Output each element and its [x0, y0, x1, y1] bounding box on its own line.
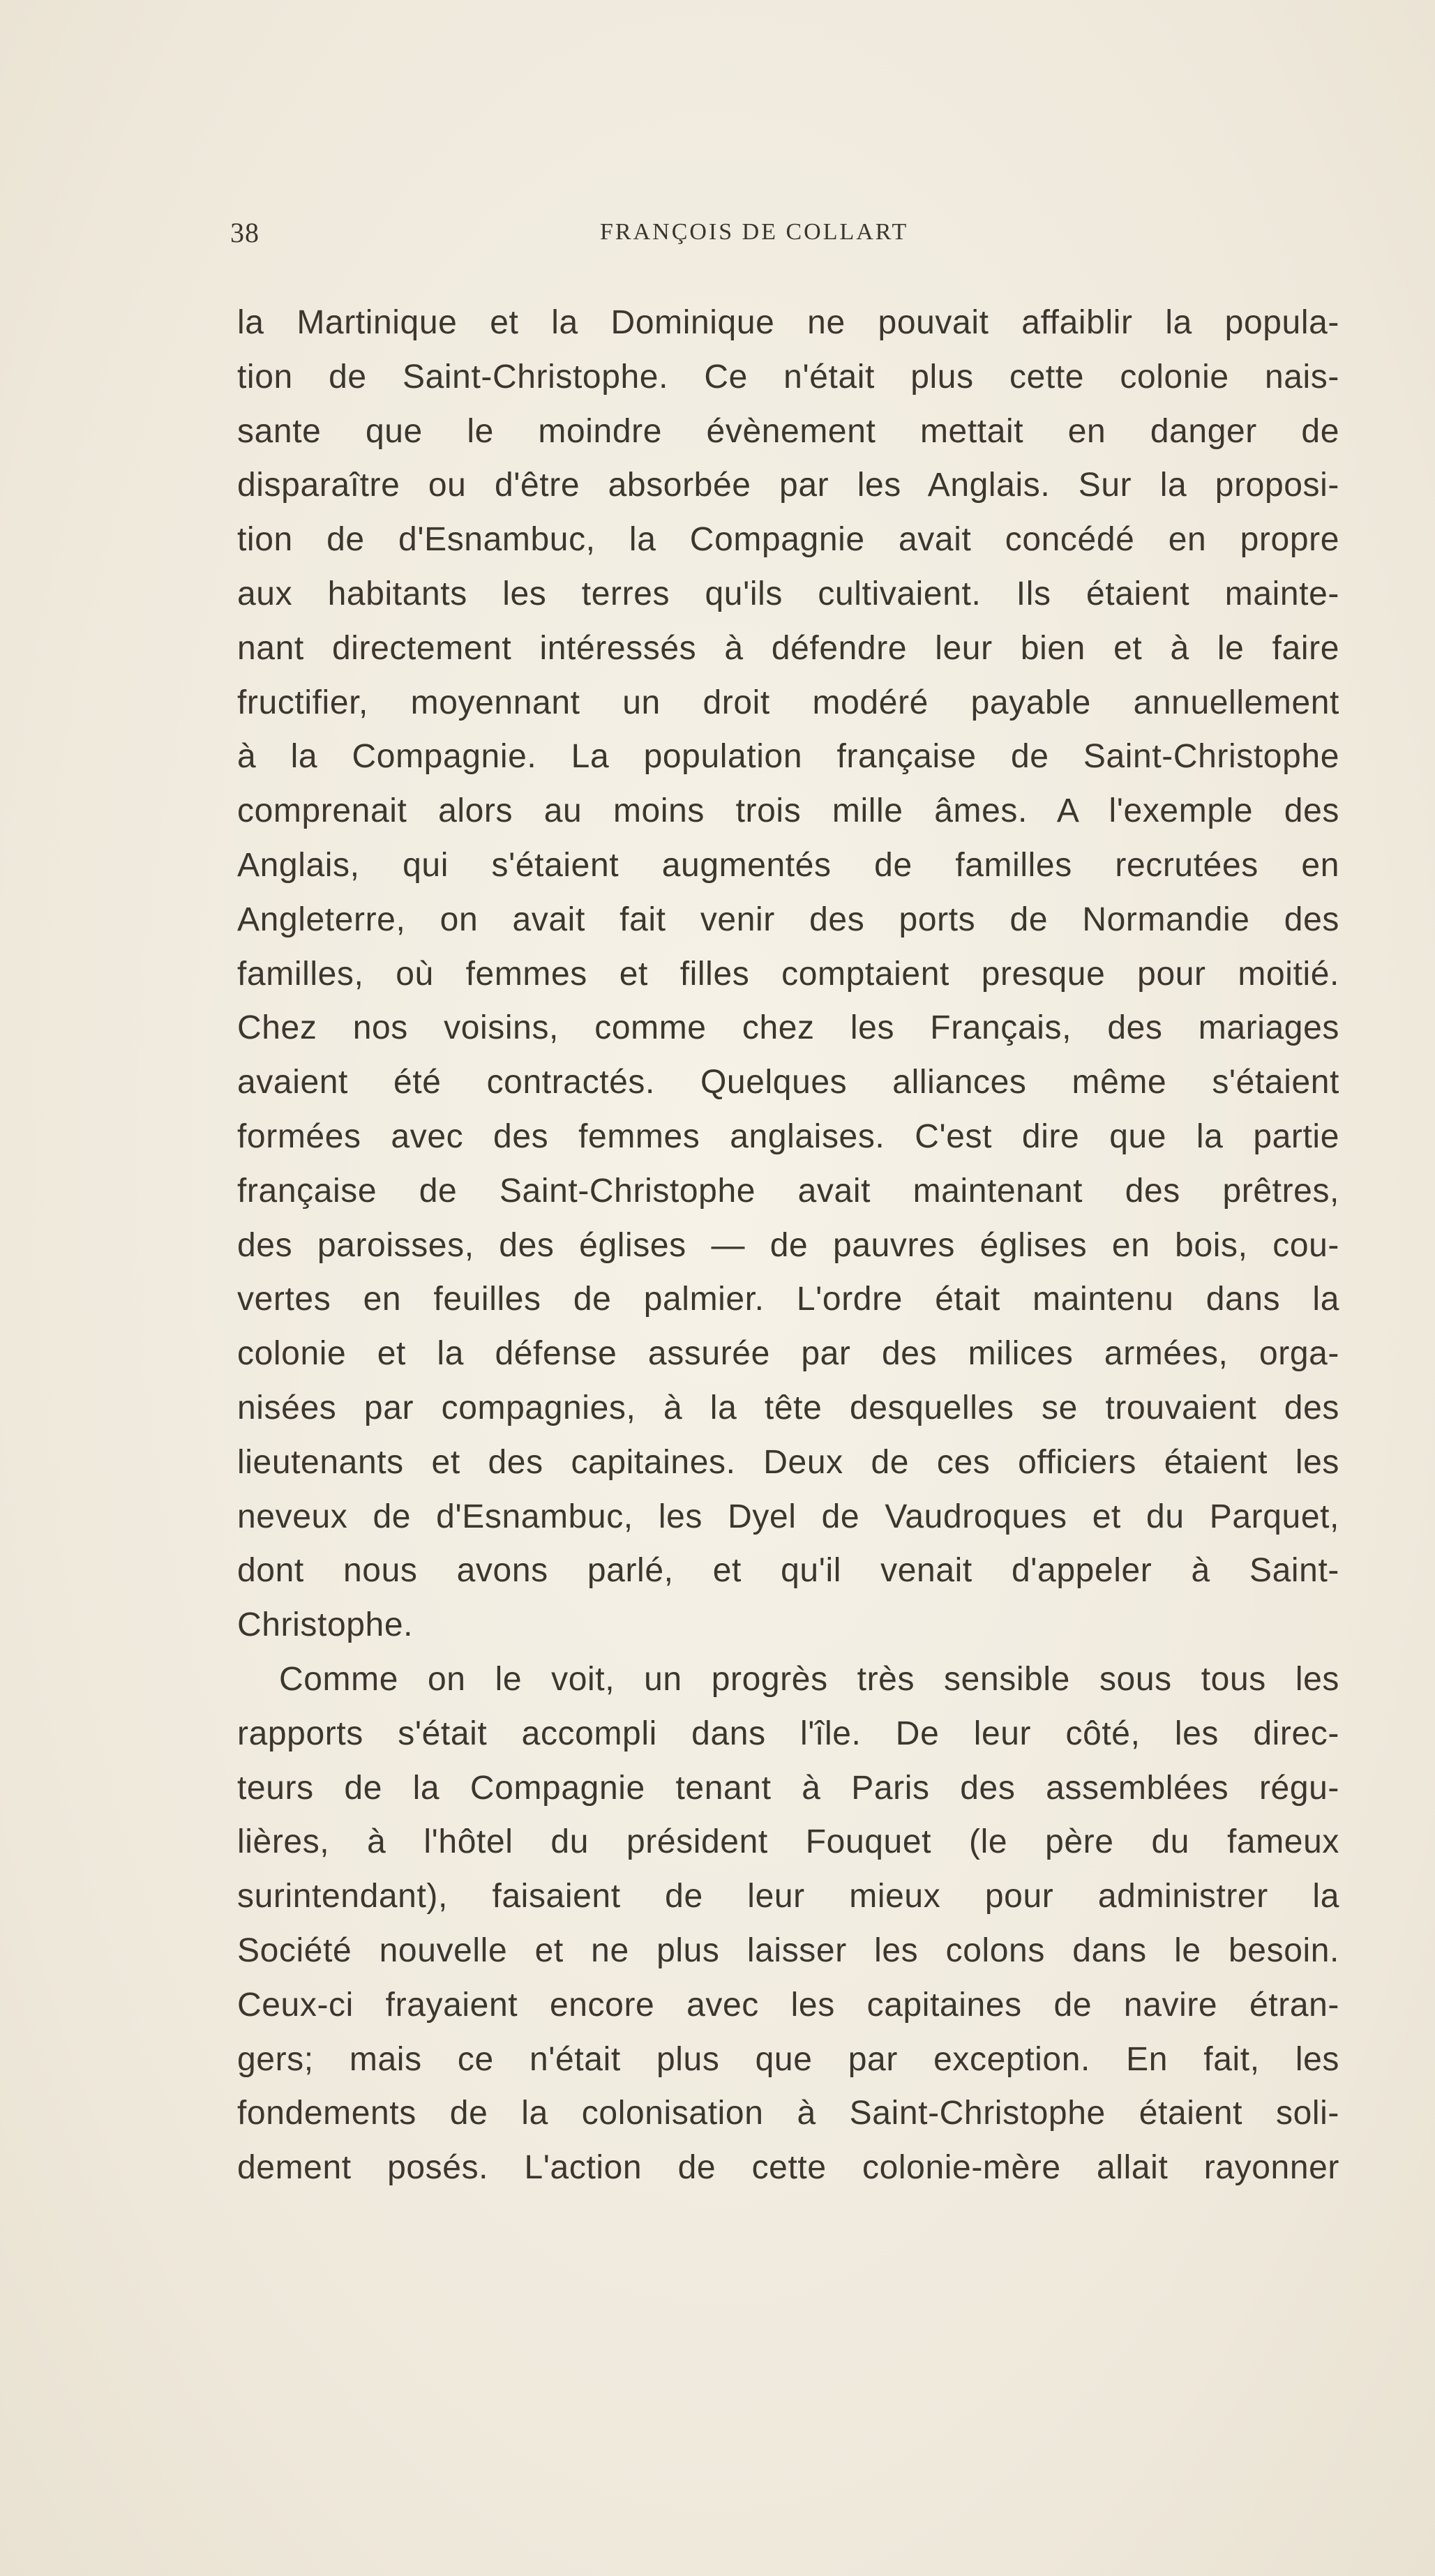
running-title: FRANÇOIS DE COLLART — [600, 219, 909, 245]
text-line: aux habitants les terres qu'ils cultivaient. Ils étaient mainte- — [237, 575, 1339, 612]
text-line: Comme on le voit, un progrès très sensible sous tous les — [279, 1660, 1339, 1698]
text-line: nant directement intéressés à défendre leur bien et à le faire — [237, 629, 1339, 667]
text-line: française de Saint-Christophe avait maintenant des prêtres, — [237, 1172, 1339, 1210]
paragraph-1 — [237, 296, 1339, 1652]
text-line: Ceux-ci frayaient encore avec les capitaines de navire étran- — [237, 1986, 1339, 2024]
text-line: comprenait alors au moins trois mille âmes. A l'exemple des — [237, 792, 1339, 830]
text-line: dement posés. L'action de cette colonie-mère allait rayonner — [237, 2149, 1339, 2187]
text-line: lières, à l'hôtel du président Fouquet (le père du fameux — [237, 1823, 1339, 1861]
text-line: tion de d'Esnambuc, la Compagnie avait concédé en propre — [237, 521, 1339, 559]
text-line: Société nouvelle et ne plus laisser les colons dans le besoin. — [237, 1931, 1339, 1969]
text-line: fructifier, moyennant un droit modéré payable annuellement — [237, 684, 1339, 721]
text-line: à la Compagnie. La population française de Saint-Christophe — [237, 738, 1339, 776]
text-line: disparaître ou d'être absorbée par les Anglais. Sur la proposi- — [237, 467, 1339, 504]
text-line: gers; mais ce n'était plus que par exception. En fait, les — [237, 2040, 1339, 2078]
body-text — [237, 296, 1339, 2195]
text-line: Anglais, qui s'étaient augmentés de familles recrutées en — [237, 846, 1339, 884]
text-line: la Martinique et la Dominique ne pouvait affaiblir la popula- — [237, 304, 1339, 341]
text-line: rapports s'était accompli dans l'île. De leur côté, les direc- — [237, 1715, 1339, 1752]
text-line: des paroisses, des églises — de pauvres églises en bois, cou- — [237, 1226, 1339, 1264]
text-line: lieutenants et des capitaines. Deux de ces officiers étaient les — [237, 1443, 1339, 1481]
text-line: familles, où femmes et filles comptaient presque pour moitié. — [237, 955, 1339, 993]
text-line: teurs de la Compagnie tenant à Paris des assemblées régu- — [237, 1769, 1339, 1807]
text-line: sante que le moindre évènement mettait en danger de — [237, 412, 1339, 450]
text-line: vertes en feuilles de palmier. L'ordre était maintenu dans la — [237, 1281, 1339, 1318]
text-line: fondements de la colonisation à Saint-Christophe étaient soli- — [237, 2095, 1339, 2132]
text-line: formées avec des femmes anglaises. C'est dire que la partie — [237, 1117, 1339, 1155]
text-line: Chez nos voisins, comme chez les Français, des mariages — [237, 1009, 1339, 1047]
text-line: Angleterre, on avait fait venir des ports de Normandie des — [237, 901, 1339, 938]
text-line: nisées par compagnies, à la tête desquelles se trouvaient des — [237, 1389, 1339, 1426]
text-line: tion de Saint-Christophe. Ce n'était plus cette colonie nais- — [237, 358, 1339, 396]
page-header — [230, 216, 980, 258]
text-line: Christophe. — [237, 1606, 414, 1644]
text-line: surintendant), faisaient de leur mieux pour administrer la — [237, 1878, 1339, 1915]
text-line: neveux de d'Esnambuc, les Dyel de Vaudroques et du Parquet, — [237, 1498, 1339, 1535]
text-line: colonie et la défense assurée par des milices armées, orga- — [237, 1335, 1339, 1373]
paragraph-2 — [237, 1652, 1339, 2195]
text-line: dont nous avons parlé, et qu'il venait d'appeler à Saint- — [237, 1552, 1339, 1590]
text-line: avaient été contractés. Quelques alliances même s'étaient — [237, 1064, 1339, 1101]
page-number: 38 — [230, 217, 260, 248]
